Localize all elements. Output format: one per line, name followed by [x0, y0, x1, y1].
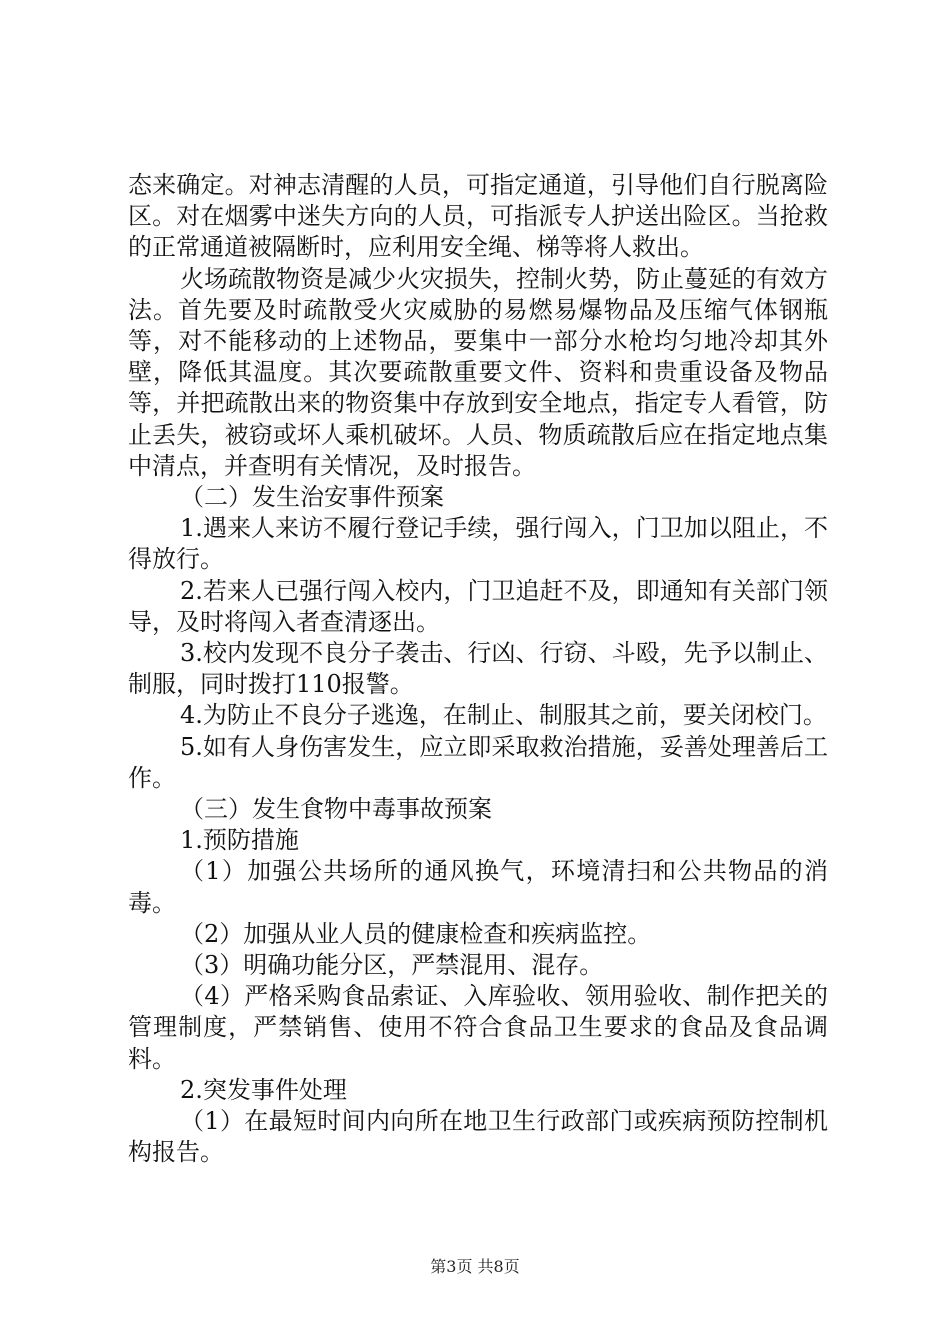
- paragraph-measure-2: （2）加强从业人员的健康检查和疾病监控。: [180, 919, 652, 948]
- paragraph-item-5: 5.如有人身伤害发生，应立即采取救治措施，妥善处理善后工作。: [128, 732, 828, 792]
- paragraph-measure-4: （4）严格采购食品索证、入库验收、领用验收、制作把关的管理制度，严禁销售、使用不符合食品卫生要求的食品及食品调料。: [128, 982, 828, 1073]
- paragraph-item-1: 1.遇来人来访不履行登记手续，强行闯入，门卫加以阻止，不得放行。: [128, 514, 828, 574]
- paragraph-2: 火场疏散物资是减少火灾损失，控制火势，防止蔓延的有效方法。首先要及时疏散受火灾威胁的易燃易爆物品及压缩气体钢瓶等，对不能移动的上述物品，要集中一部分水枪均匀地冷却其外壁，降低其温度。其次要疏散重要文件、资料和贵重设备及物品等，并把疏散出来的物资集中存放到安全地点，指定专人看管，防止丢失，被窃或坏人乘机破坏。人员、物质疏散后应在指定地点集中清点，并查明有关情况，及时报告。: [128, 264, 828, 480]
- subheading-prevention: 1.预防措施: [180, 826, 299, 855]
- paragraph-item-4: 4.为防止不良分子逃逸，在制止、制服其之前，要关闭校门。: [180, 701, 827, 730]
- paragraph-emergency-1: （1）在最短时间内向所在地卫生行政部门或疾病预防控制机构报告。: [128, 1107, 828, 1167]
- subheading-emergency: 2.突发事件处理: [180, 1075, 347, 1104]
- section-heading-3: （三）发生食物中毒事故预案: [180, 795, 492, 824]
- page-footer: 第3页 共8页: [430, 1257, 520, 1276]
- document-body: [128, 170, 828, 1169]
- paragraph-item-3: 3.校内发现不良分子袭击、行凶、行窃、斗殴，先予以制止、制服，同时拨打110报警。: [128, 639, 828, 699]
- section-heading-2: （二）发生治安事件预案: [180, 483, 444, 512]
- paragraph-1: 态来确定。对神志清醒的人员，可指定通道，引导他们自行脱离险区。对在烟雾中迷失方向的人员，可指派专人护送出险区。当抢救的正常通道被隔断时，应利用安全绳、梯等将人救出。: [128, 171, 828, 262]
- paragraph-measure-3: （3）明确功能分区，严禁混用、混存。: [180, 951, 604, 980]
- paragraph-measure-1: （1）加强公共场所的通风换气，环境清扫和公共物品的消毒。: [128, 857, 828, 917]
- paragraph-item-2: 2.若来人已强行闯入校内，门卫追赶不及，即通知有关部门领导，及时将闯入者查清逐出。: [128, 576, 828, 636]
